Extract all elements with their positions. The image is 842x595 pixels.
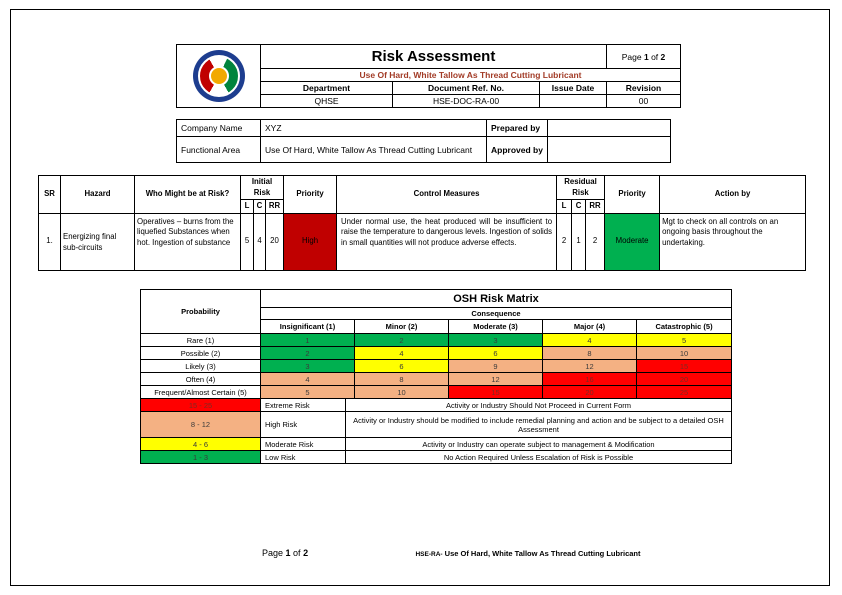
doc-ref-label: Document Ref. No. [393, 82, 540, 95]
col-header-initial-risk: Initial Risk [241, 176, 284, 200]
company-logo [179, 50, 258, 102]
matrix-cell: 3 [449, 334, 543, 347]
footer-page-number [262, 548, 308, 558]
legend-level: High Risk [261, 412, 346, 438]
legend-range: 4 - 6 [141, 438, 261, 451]
company-name-row [177, 120, 671, 137]
matrix-cell: 4 [355, 347, 449, 360]
cell-priority-residual: Moderate [605, 213, 660, 270]
cell-initial-l: 5 [241, 213, 254, 270]
col-header-action-by: Action by [660, 176, 806, 214]
cell-priority-initial: High [284, 213, 337, 270]
department-label: Department [261, 82, 393, 95]
cell-sr: 1. [39, 213, 61, 270]
matrix-cell: 8 [355, 373, 449, 386]
matrix-row-label: Rare (1) [141, 334, 261, 347]
col-header-control-measures: Control Measures [337, 176, 557, 214]
col-header-hazard: Hazard [61, 176, 135, 214]
header-title-row [177, 45, 681, 69]
col-header-sr: SR [39, 176, 61, 214]
functional-area-row [177, 137, 671, 163]
footer-page-of: of [290, 548, 304, 558]
legend-action: Activity or Industry should be modified to include remedial planning and action and be subject to a detailed OSH Assessment [346, 412, 732, 438]
logo-cell [177, 45, 261, 108]
cell-residual-l: 2 [557, 213, 572, 270]
osh-risk-matrix-table [140, 289, 732, 399]
legend-row-extreme [141, 399, 732, 412]
footer-page-word: Page [262, 548, 286, 558]
issue-date-label: Issue Date [540, 82, 607, 95]
matrix-row-often [141, 373, 732, 386]
page-of: of [648, 51, 661, 62]
document-subtitle: Use Of Hard, White Tallow As Thread Cutting Lubricant [261, 69, 681, 82]
col-header-who: Who Might be at Risk? [135, 176, 241, 214]
legend-level: Low Risk [261, 451, 346, 464]
matrix-cell: 8 [543, 347, 637, 360]
col-header-priority-residual: Priority [605, 176, 660, 214]
matrix-col-insignificant: Insignificant (1) [261, 320, 355, 334]
functional-area-value: Use Of Hard, White Tallow As Thread Cutting Lubricant [261, 137, 487, 163]
matrix-cell: 15 [449, 386, 543, 399]
footer-doc-name: Use Of Hard, White Tallow As Thread Cutting Lubricant [442, 549, 641, 558]
cell-who: Operatives – burns from the liquefied Substances when hot. Ingestion of substance [135, 213, 241, 270]
matrix-cell: 4 [543, 334, 637, 347]
matrix-cell: 20 [543, 386, 637, 399]
matrix-row-label: Possible (2) [141, 347, 261, 360]
matrix-cell: 10 [637, 347, 732, 360]
risk-data-row [39, 213, 806, 270]
doc-ref-value: HSE-DOC-RA-00 [393, 95, 540, 108]
prepared-by-label: Prepared by [487, 120, 548, 137]
approved-by-label: Approved by [487, 137, 548, 163]
legend-row-high [141, 412, 732, 438]
matrix-row-likely [141, 360, 732, 373]
subheader-residual-c: C [572, 200, 586, 214]
matrix-row-possible [141, 347, 732, 360]
cell-initial-rr: 20 [266, 213, 284, 270]
prepared-by-value [548, 120, 671, 137]
matrix-consequence-header: Consequence [261, 308, 732, 320]
legend-action: Activity or Industry Should Not Proceed in Current Form [346, 399, 732, 412]
department-value: QHSE [261, 95, 393, 108]
page-word: Page [621, 51, 644, 62]
footer-doc-prefix: HSE-RA- [415, 551, 443, 558]
cell-initial-c: 4 [254, 213, 266, 270]
subheader-residual-l: L [557, 200, 572, 214]
cell-action-by: Mgt to check on all controls on an ongoing basis throughout the undertaking. [660, 213, 806, 270]
risk-assessment-table [38, 175, 806, 271]
col-header-residual-risk: Residual Risk [557, 176, 605, 200]
matrix-cell: 2 [355, 334, 449, 347]
legend-level: Moderate Risk [261, 438, 346, 451]
legend-row-moderate [141, 438, 732, 451]
matrix-row-label: Often (4) [141, 373, 261, 386]
matrix-cell: 10 [355, 386, 449, 399]
issue-date-value [540, 95, 607, 108]
footer-document-title [395, 549, 661, 558]
matrix-cell: 12 [543, 360, 637, 373]
page-total: 2 [660, 51, 666, 62]
matrix-cell: 9 [449, 360, 543, 373]
legend-range: 8 - 12 [141, 412, 261, 438]
matrix-row-rare [141, 334, 732, 347]
matrix-col-minor: Minor (2) [355, 320, 449, 334]
matrix-probability-header: Probability [141, 290, 261, 334]
legend-row-low [141, 451, 732, 464]
matrix-cell: 25 [637, 386, 732, 399]
logo-color-ring [198, 55, 240, 97]
document-title: Risk Assessment [261, 45, 607, 69]
page-current: 1 [643, 51, 649, 62]
matrix-cell: 6 [355, 360, 449, 373]
footer-page-total: 2 [303, 548, 309, 558]
legend-level: Extreme Risk [261, 399, 346, 412]
legend-action: No Action Required Unless Escalation of Risk is Possible [346, 451, 732, 464]
matrix-row-frequent [141, 386, 732, 399]
matrix-cell: 5 [261, 386, 355, 399]
matrix-col-moderate: Moderate (3) [449, 320, 543, 334]
company-info-table [176, 119, 671, 163]
company-name-value: XYZ [261, 120, 487, 137]
document-header-table [176, 44, 681, 108]
company-name-label: Company Name [177, 120, 261, 137]
subheader-initial-c: C [254, 200, 266, 214]
logo-center-dot [209, 66, 229, 86]
matrix-cell: 6 [449, 347, 543, 360]
matrix-cell: 5 [637, 334, 732, 347]
legend-range: 15 - 25 [141, 399, 261, 412]
matrix-cell: 20 [637, 373, 732, 386]
col-header-priority-initial: Priority [284, 176, 337, 214]
matrix-row-label: Likely (3) [141, 360, 261, 373]
matrix-cell: 3 [261, 360, 355, 373]
functional-area-label: Functional Area [177, 137, 261, 163]
subheader-initial-l: L [241, 200, 254, 214]
cell-hazard: Energizing final sub-circuits [61, 213, 135, 270]
matrix-cell: 2 [261, 347, 355, 360]
subheader-residual-rr: RR [586, 200, 605, 214]
approved-by-value [548, 137, 671, 163]
legend-action: Activity or Industry can operate subject to management & Modification [346, 438, 732, 451]
matrix-cell: 4 [261, 373, 355, 386]
risk-header-row [39, 176, 806, 200]
subheader-initial-rr: RR [266, 200, 284, 214]
cell-residual-rr: 2 [586, 213, 605, 270]
logo-outer-ring [193, 50, 245, 102]
matrix-title: OSH Risk Matrix [261, 290, 732, 308]
matrix-row-label: Frequent/Almost Certain (5) [141, 386, 261, 399]
matrix-cell: 15 [637, 360, 732, 373]
revision-value: 00 [607, 95, 681, 108]
matrix-title-row [141, 290, 732, 308]
cell-control-measures: Under normal use, the heat produced will be insufficient to raise the temperature to dangerous levels. Ingestion of solids in small quantities will not produce adverse effects. [337, 213, 557, 270]
matrix-col-catastrophic: Catastrophic (5) [637, 320, 732, 334]
legend-range: 1 - 3 [141, 451, 261, 464]
matrix-cell: 16 [543, 373, 637, 386]
revision-label: Revision [607, 82, 681, 95]
matrix-cell: 1 [261, 334, 355, 347]
matrix-col-major: Major (4) [543, 320, 637, 334]
cell-residual-c: 1 [572, 213, 586, 270]
risk-legend-table [140, 398, 732, 464]
header-page-number [607, 45, 681, 69]
matrix-cell: 12 [449, 373, 543, 386]
footer-page-current: 1 [285, 548, 291, 558]
